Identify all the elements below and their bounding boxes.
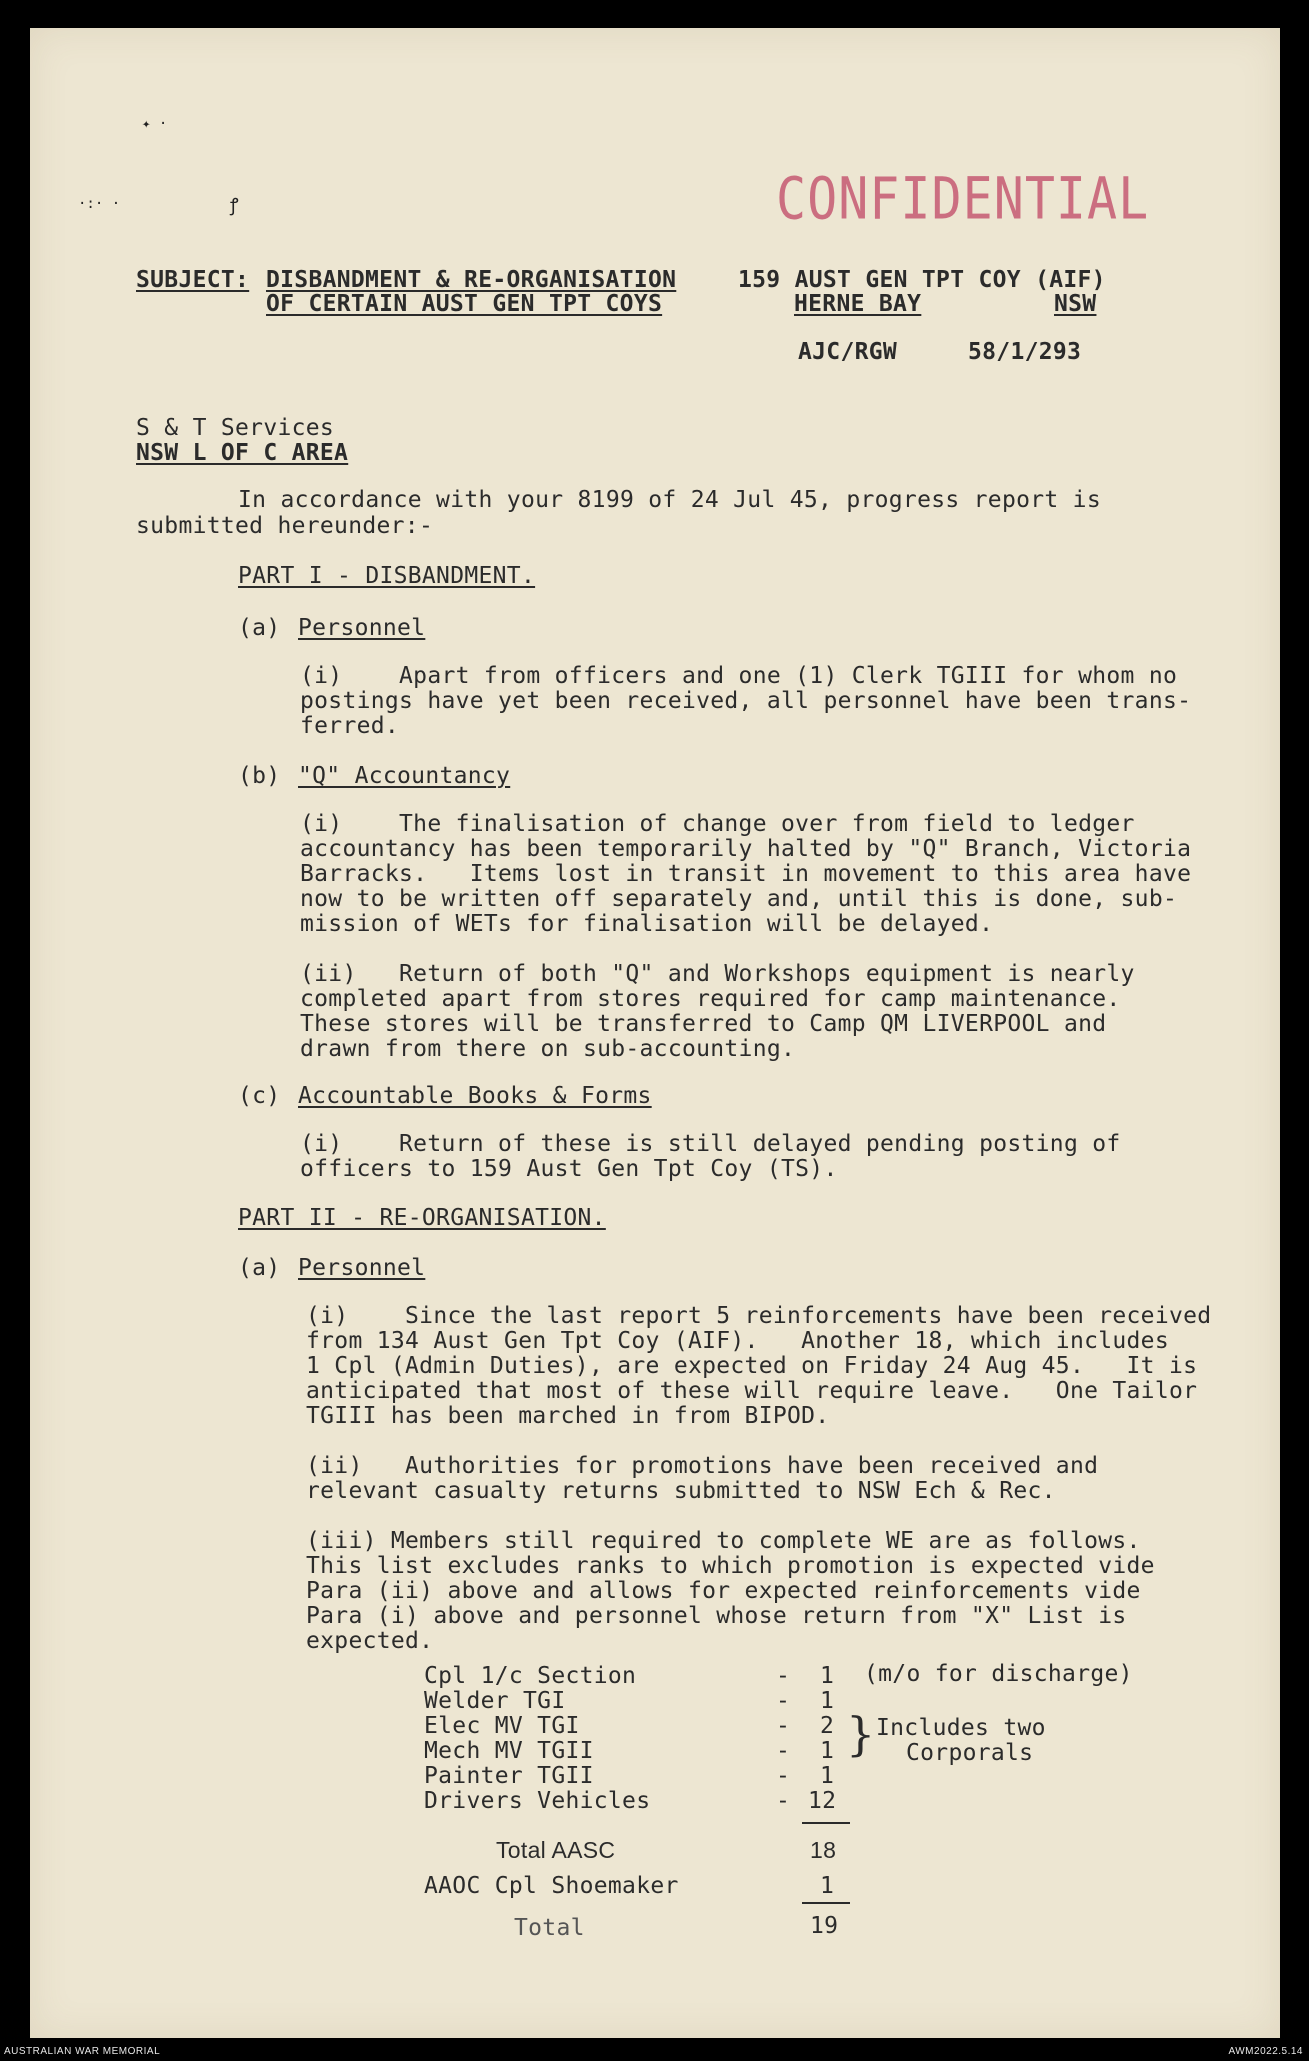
addressee-line-1: S & T Services — [136, 415, 335, 441]
table-dash: - — [776, 1663, 791, 1689]
table-qty: 12 — [808, 1788, 837, 1814]
paragraph-line: (i) Apart from officers and one (1) Clerk TGIII for whom no — [300, 663, 1178, 689]
confidential-stamp: CONFIDENTIAL — [776, 165, 1150, 233]
total-rule — [802, 1902, 850, 1904]
table-item: Drivers Vehicles — [424, 1788, 651, 1814]
table-dash: - — [776, 1788, 791, 1814]
footer-archive-ref: AWM2022.5.14 — [1228, 2046, 1303, 2057]
part-1-a-label: (a) — [238, 615, 281, 641]
paragraph-line: Barracks. Items lost in transit in movement to this area have — [300, 861, 1192, 887]
table-dash: - — [776, 1763, 791, 1789]
paragraph-line: TGIII has been marched in from BIPOD. — [306, 1403, 830, 1429]
paragraph-line: anticipated that most of these will require leave. One Tailor — [306, 1378, 1198, 1404]
part-1-b-label: (b) — [238, 763, 281, 789]
paragraph-line: relevant casualty returns submitted to NSW Ech & Rec. — [306, 1478, 1056, 1504]
paragraph-line: mission of WETs for finalisation will be delayed. — [300, 911, 994, 937]
paragraph-line: (ii) Authorities for promotions have been received and — [306, 1453, 1099, 1479]
speck-mark: ·:· · — [78, 196, 121, 212]
footer-archive-name: AUSTRALIAN WAR MEMORIAL — [4, 2046, 161, 2057]
addressee-line-2: NSW L OF C AREA — [136, 440, 349, 466]
total-aasc-value: 18 — [810, 1837, 837, 1863]
speck-mark: ꝭ — [230, 195, 239, 216]
part-1-c-label: (c) — [238, 1083, 281, 1109]
subject-line-1: DISBANDMENT & RE-ORGANISATION — [266, 267, 677, 293]
table-qty: 1 — [820, 1738, 835, 1764]
table-qty: 1 — [820, 1763, 835, 1789]
brace-mark: } — [846, 1707, 876, 1761]
paragraph-line: (i) Since the last report 5 reinforcements have been received — [306, 1303, 1212, 1329]
table-dash: - — [776, 1713, 791, 1739]
paragraph-line: completed apart from stores required for camp maintenance. — [300, 986, 1121, 1012]
paragraph-line: ferred. — [300, 713, 400, 739]
table-qty: 1 — [820, 1663, 835, 1689]
paragraph-line: drawn from there on sub-accounting. — [300, 1036, 796, 1062]
subject-line-2: OF CERTAIN AUST GEN TPT COYS — [266, 291, 663, 317]
table-item: Mech MV TGII — [424, 1738, 594, 1764]
part-2-a-title: Personnel — [298, 1255, 426, 1281]
paragraph-line: 1 Cpl (Admin Duties), are expected on Friday 24 Aug 45. It is — [306, 1353, 1198, 1379]
paragraph-line: Para (ii) above and allows for expected reinforcements vide — [306, 1578, 1141, 1604]
paragraph-line: postings have yet been received, all personnel have been trans- — [300, 688, 1192, 714]
part-1-c-title: Accountable Books & Forms — [298, 1083, 652, 1109]
part-1-b-title: "Q" Accountancy — [298, 763, 511, 789]
unit-line-1: 159 AUST GEN TPT COY (AIF) — [738, 267, 1106, 293]
brace-note-line-1: Includes two — [876, 1715, 1046, 1741]
paragraph-line: These stores will be transferred to Camp QM LIVERPOOL and — [300, 1011, 1107, 1037]
brace-note-line-2: Corporals — [906, 1740, 1034, 1766]
table-dash: - — [776, 1738, 791, 1764]
aaoc-value: 1 — [820, 1873, 835, 1899]
subtotal-rule — [802, 1822, 850, 1824]
paragraph-line: accountancy has been temporarily halted by "Q" Branch, Victoria — [300, 836, 1192, 862]
paragraph-line: expected. — [306, 1628, 434, 1654]
intro-line-2: submitted hereunder:- — [136, 513, 434, 539]
grand-total-label: Total — [514, 1915, 585, 1941]
unit-line-2-state: NSW — [1054, 291, 1097, 317]
table-item: Cpl 1/c Section — [424, 1663, 637, 1689]
table-item: Elec MV TGI — [424, 1713, 580, 1739]
paragraph-line: from 134 Aust Gen Tpt Coy (AIF). Another 18, which includes — [306, 1328, 1169, 1354]
aaoc-label: AAOC Cpl Shoemaker — [424, 1873, 679, 1899]
speck-mark: ✦ · — [142, 116, 168, 132]
table-dash: - — [776, 1688, 791, 1714]
paragraph-line: (i) Return of these is still delayed pending posting of — [300, 1131, 1121, 1157]
subject-label: SUBJECT: — [136, 267, 250, 293]
paragraph-line: (ii) Return of both "Q" and Workshops equipment is nearly — [300, 961, 1135, 987]
paragraph-line: officers to 159 Aust Gen Tpt Coy (TS). — [300, 1156, 838, 1182]
table-item: Welder TGI — [424, 1688, 566, 1714]
paragraph-line: Para (i) above and personnel whose return from "X" List is — [306, 1603, 1127, 1629]
paragraph-line: This list excludes ranks to which promotion is expected vide — [306, 1553, 1155, 1579]
table-note: (m/o for discharge) — [864, 1661, 1133, 1687]
paragraph-line: (i) The finalisation of change over from field to ledger — [300, 811, 1135, 837]
total-aasc-label: Total AASC — [496, 1837, 616, 1863]
table-item: Painter TGII — [424, 1763, 594, 1789]
paragraph-line: now to be written off separately and, until this is done, sub- — [300, 886, 1178, 912]
reference-initials: AJC/RGW — [798, 339, 898, 365]
paragraph-line: (iii) Members still required to complete WE are as follows. — [306, 1528, 1141, 1554]
grand-total-value: 19 — [810, 1913, 839, 1939]
reference-number: 58/1/293 — [968, 339, 1082, 365]
unit-line-2-location: HERNE BAY — [794, 291, 922, 317]
part-1-a-title: Personnel — [298, 615, 426, 641]
intro-line-1: In accordance with your 8199 of 24 Jul 45, progress report is — [238, 487, 1101, 513]
table-qty: 1 — [820, 1688, 835, 1714]
table-qty: 2 — [820, 1713, 835, 1739]
part-2-a-label: (a) — [238, 1255, 281, 1281]
part-2-title: PART II - RE-ORGANISATION. — [238, 1205, 606, 1231]
part-1-title: PART I - DISBANDMENT. — [238, 563, 536, 589]
